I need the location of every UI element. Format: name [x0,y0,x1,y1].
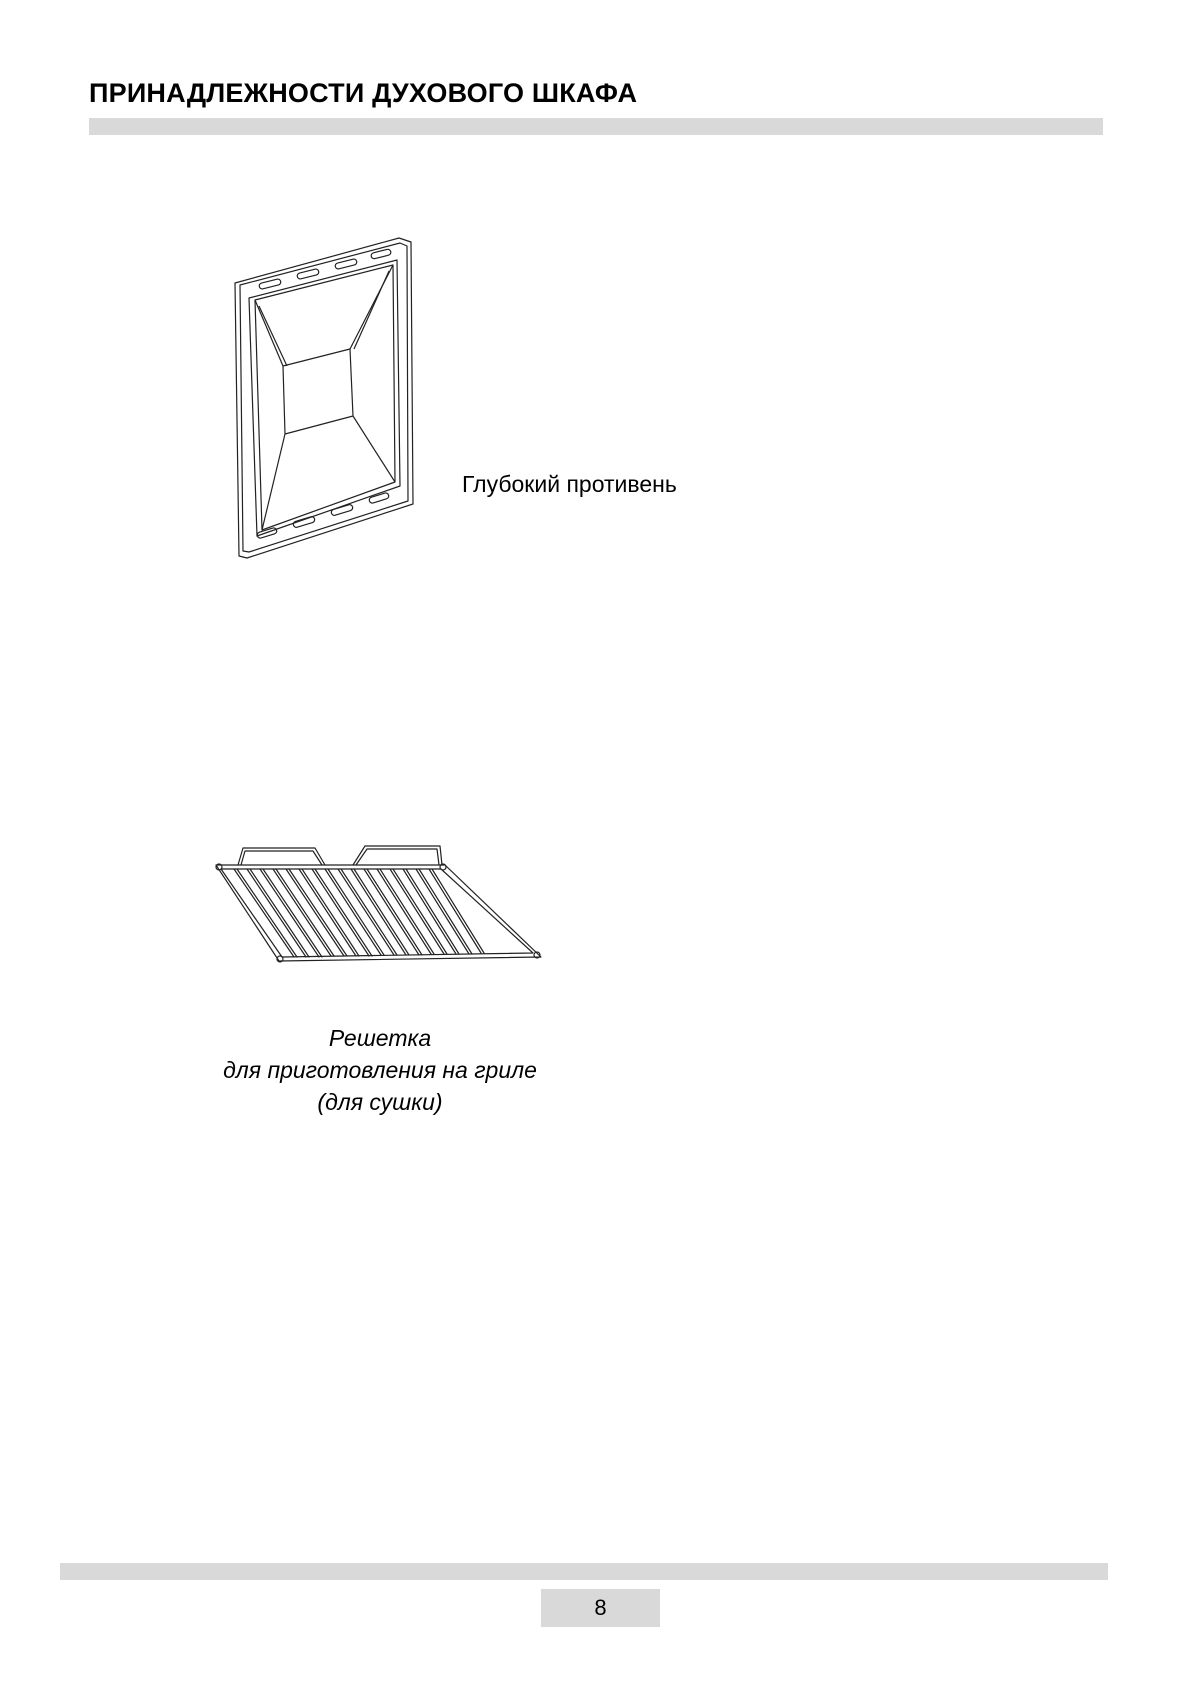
page-title: ПРИНАДЛЕЖНОСТИ ДУХОВОГО ШКАФА [89,78,638,108]
deep-tray-caption: Глубокий противень [462,471,677,497]
footer-divider-bar [60,1563,1108,1580]
title-divider-bar [89,118,1103,135]
grill-rack-caption-line-2: для приготовления на гриле [223,1057,537,1083]
grill-rack-caption-line-3: (для сушки) [317,1089,443,1115]
grill-rack-caption-line-1: Решетка [328,1025,432,1051]
deep-baking-tray-icon [235,238,425,563]
grill-rack-icon [213,845,553,970]
grill-rack-caption [160,1022,600,1118]
page-number: 8 [541,1589,660,1627]
